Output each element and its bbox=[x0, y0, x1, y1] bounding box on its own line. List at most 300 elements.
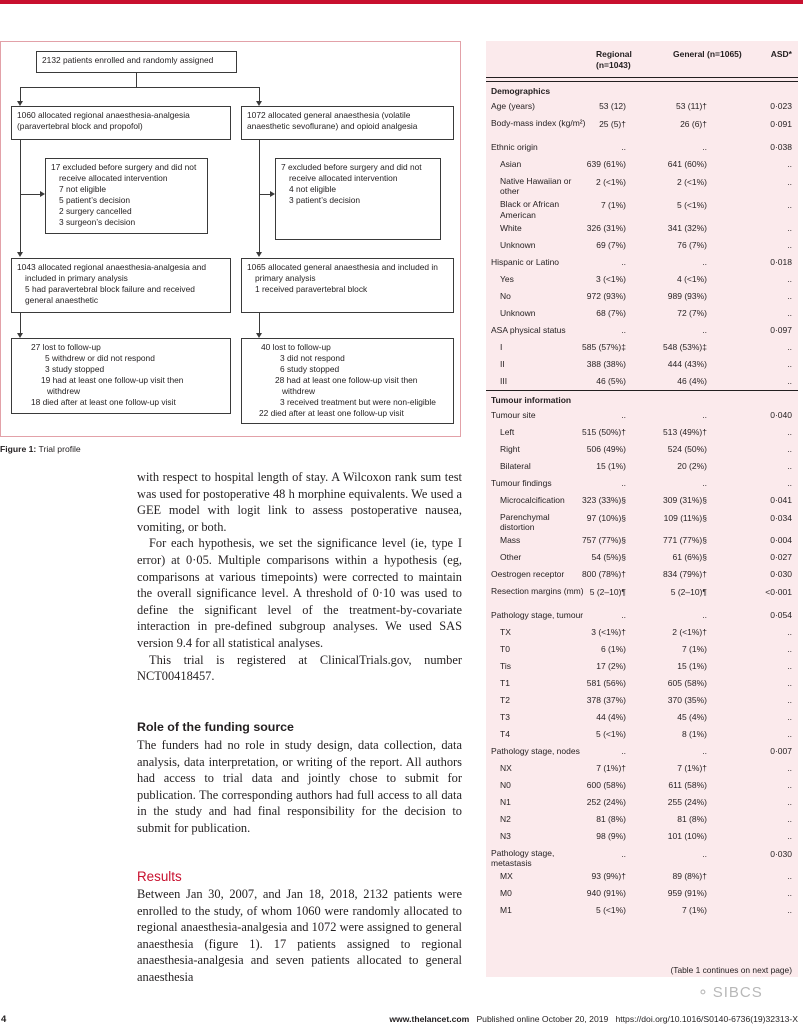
table-cell-regional: 98 (9%) bbox=[596, 830, 626, 841]
table-cell-regional: 972 (93%) bbox=[586, 290, 626, 301]
table-cell-regional: 2 (<1%) bbox=[596, 176, 626, 187]
table-cell-asd: .. bbox=[787, 762, 792, 773]
table-cell-label: N0 bbox=[500, 779, 511, 790]
table-cell-regional: 15 (1%) bbox=[596, 460, 626, 471]
table-cell-general: 15 (1%) bbox=[677, 660, 707, 671]
table-row bbox=[486, 777, 798, 794]
col-header-general: General (n=1065) bbox=[673, 49, 742, 59]
table-cell-regional: .. bbox=[621, 477, 626, 488]
table-cell-general: 7 (1%) bbox=[681, 643, 707, 654]
box-left-analysis bbox=[11, 258, 231, 313]
table-cell-asd: 0·040 bbox=[770, 409, 792, 420]
table-cell-regional: 46 (5%) bbox=[596, 375, 626, 386]
table-cell-regional: 757 (77%)§ bbox=[582, 535, 626, 545]
table-cell-regional: 3 (<1%) bbox=[596, 273, 626, 284]
table-cell-label: Mass bbox=[500, 535, 521, 545]
table-cell-general: 605 (58%) bbox=[667, 677, 707, 688]
table-cell-asd: 0·030 bbox=[770, 848, 792, 859]
connector bbox=[20, 313, 21, 333]
table-cell-label: No bbox=[500, 290, 511, 301]
col-header-regional: Regional (n=1043) bbox=[596, 49, 632, 70]
table-cell-regional: 639 (61%) bbox=[586, 158, 626, 169]
table-cell-label: T3 bbox=[500, 711, 510, 722]
funding-text bbox=[137, 737, 462, 837]
table-cell-label: Other bbox=[500, 552, 522, 562]
table-row bbox=[486, 156, 798, 173]
connector bbox=[20, 87, 259, 88]
table-cell-label: Yes bbox=[500, 273, 514, 284]
col-header-asd: ASD* bbox=[770, 49, 792, 59]
table-cell-regional: 506 (49%) bbox=[586, 443, 626, 454]
table-row bbox=[486, 492, 798, 509]
table-cell-general: .. bbox=[702, 256, 707, 267]
table-cell-regional: 93 (9%)† bbox=[591, 871, 626, 881]
table-cell-general: .. bbox=[702, 409, 707, 420]
table-cell-general: 2 (<1%)† bbox=[672, 626, 707, 637]
fig-line: 40 lost to follow-up bbox=[261, 342, 331, 352]
table-cell-label: T1 bbox=[500, 677, 510, 688]
table-row bbox=[486, 173, 798, 197]
table-row bbox=[486, 339, 798, 356]
table-row bbox=[486, 288, 798, 305]
table-cell-asd: .. bbox=[787, 176, 792, 187]
table-cell-label: Asian bbox=[500, 158, 522, 169]
table-cell-general: 989 (93%) bbox=[667, 290, 707, 301]
table-cell-label: Tumour findings bbox=[491, 477, 552, 488]
fig-line: 3 received treatment but were non-eligible bbox=[280, 397, 436, 407]
table-cell-general: .. bbox=[702, 609, 707, 620]
table-row bbox=[486, 675, 798, 692]
table-cell-general: 7 (1%)† bbox=[677, 762, 707, 773]
table-row bbox=[486, 356, 798, 373]
table-cell-general: 26 (6)† bbox=[680, 119, 707, 129]
table-row bbox=[486, 305, 798, 322]
table-cell-label: Age (years) bbox=[491, 101, 535, 111]
box-right-lost bbox=[241, 338, 454, 424]
fig-line: 1072 allocated general anaesthesia (volatile bbox=[247, 110, 411, 120]
table-row bbox=[486, 743, 798, 760]
table-row bbox=[486, 196, 798, 220]
table-row bbox=[486, 868, 798, 885]
box-right-allocated bbox=[241, 106, 454, 140]
table-cell-regional: 5 (2–10)¶ bbox=[589, 587, 626, 597]
box-right-excluded bbox=[275, 158, 441, 240]
table-cell-regional: 378 (37%) bbox=[586, 694, 626, 705]
top-rule bbox=[0, 0, 803, 4]
fig-line: withdrew bbox=[47, 386, 81, 396]
table-cell-asd: 0·027 bbox=[770, 552, 792, 562]
table-cell-label: N2 bbox=[500, 813, 511, 824]
table-row bbox=[486, 532, 798, 549]
table-cell-label: Native Hawaiian or other bbox=[500, 175, 572, 196]
table-cell-label: Microcalcification bbox=[500, 494, 565, 505]
paragraph: with respect to hospital length of stay. A Wilcoxon rank sum test was used for postoperative 48 h morphine equivalents. We used a GEE model with logit link to assess postoperative nausea, vomiting, or both. bbox=[137, 470, 462, 534]
table-row bbox=[486, 424, 798, 441]
table-cell-label: I bbox=[500, 341, 503, 352]
page-number: 4 bbox=[1, 1014, 7, 1025]
table-cell-regional: 68 (7%) bbox=[596, 307, 626, 318]
table-cell-asd: 0·030 bbox=[770, 569, 792, 579]
table-row bbox=[486, 549, 798, 566]
table-cell-label: Tumour site bbox=[491, 409, 536, 420]
table-cell-regional: 97 (10%)§ bbox=[586, 512, 626, 523]
table-cell-asd: .. bbox=[787, 200, 792, 210]
table-row bbox=[486, 458, 798, 475]
fig-line: 1060 allocated regional anaesthesia-analgesia bbox=[17, 110, 190, 120]
table-cell-label: Right bbox=[500, 443, 520, 454]
table-row bbox=[486, 794, 798, 811]
table-row bbox=[486, 811, 798, 828]
table-cell-label: Tis bbox=[500, 660, 512, 671]
fig-line: 2 surgery cancelled bbox=[59, 206, 132, 216]
table-cell-label: White bbox=[500, 222, 522, 233]
table-cell-label: M1 bbox=[500, 905, 512, 915]
table-cell-asd: 0·041 bbox=[770, 494, 792, 505]
table-row bbox=[486, 139, 798, 156]
table-cell-label: M0 bbox=[500, 888, 512, 898]
table-cell-regional: .. bbox=[621, 324, 626, 335]
fig-line: primary analysis bbox=[255, 273, 316, 283]
connector bbox=[20, 87, 21, 102]
box-enrolled bbox=[36, 51, 237, 73]
paragraph: The funders had no role in study design, data collection, data analysis, data interpretation, or writing of the report. All authors had access to trial data and jointly chose to submit for publication. The corresponding authors had full access to all data in the study and had final responsibility for the decision to submit for publication. bbox=[137, 738, 462, 835]
table-cell-regional: 53 (12) bbox=[599, 101, 626, 111]
table-cell-regional: 585 (57%)‡ bbox=[582, 341, 626, 352]
figure-caption-text: Trial profile bbox=[36, 444, 81, 454]
fig-line: 19 had at least one follow-up visit then bbox=[41, 375, 184, 385]
table-cell-regional: .. bbox=[621, 745, 626, 756]
table-cell-asd: .. bbox=[787, 871, 792, 881]
connector bbox=[259, 140, 260, 252]
table-cell-asd: 0·023 bbox=[770, 101, 792, 111]
table-cell-label: Unknown bbox=[500, 307, 536, 318]
fig-line: 4 not eligible bbox=[289, 184, 337, 194]
table-cell-asd: .. bbox=[787, 307, 792, 318]
table-cell-regional: 326 (31%) bbox=[586, 222, 626, 233]
table-cell-label: II bbox=[500, 358, 505, 369]
box-enrolled-text: 2132 patients enrolled and randomly assigned bbox=[42, 55, 214, 65]
fig-line: 3 study stopped bbox=[45, 364, 105, 374]
table-cell-regional: 600 (58%) bbox=[586, 779, 626, 790]
table-cell-general: 89 (8%)† bbox=[672, 871, 707, 881]
table-cell-label: NX bbox=[500, 762, 512, 773]
table-cell-label: Pathology stage, nodes bbox=[491, 745, 580, 756]
table-cell-general: 8 (1%) bbox=[681, 728, 707, 739]
connector bbox=[259, 313, 260, 333]
results-text bbox=[137, 886, 462, 986]
watermark-text: SIBCS bbox=[712, 984, 763, 1001]
table-cell-general: .. bbox=[702, 848, 707, 859]
table-cell-regional: 581 (56%) bbox=[586, 677, 626, 688]
table-cell-asd: 0·004 bbox=[770, 535, 792, 545]
table-cell-general: 524 (50%) bbox=[667, 443, 707, 454]
fig-line: anaesthetic sevoflurane) and opioid analgesia bbox=[247, 121, 418, 131]
table-cell-asd: .. bbox=[787, 728, 792, 739]
table-cell-asd: .. bbox=[787, 711, 792, 722]
fig-line: 17 excluded before surgery and did not bbox=[51, 162, 197, 172]
fig-line: 1065 allocated general anaesthesia and included in bbox=[247, 262, 438, 272]
table-cell-asd: .. bbox=[787, 643, 792, 654]
table-row bbox=[486, 509, 798, 533]
table-cell-label: Demographics bbox=[491, 86, 551, 96]
table-row bbox=[486, 902, 798, 919]
fig-line: 5 patient’s decision bbox=[59, 195, 131, 205]
fig-line: 27 lost to follow-up bbox=[31, 342, 101, 352]
table-cell-regional: .. bbox=[621, 409, 626, 420]
table-cell-asd: .. bbox=[787, 341, 792, 352]
table-cell-general: 7 (1%) bbox=[681, 905, 707, 915]
table-cell-asd: .. bbox=[787, 426, 792, 437]
table-cell-asd: .. bbox=[787, 694, 792, 705]
table-cell-label: ASA physical status bbox=[491, 324, 566, 335]
table-cell-asd: .. bbox=[787, 779, 792, 790]
connector bbox=[136, 73, 137, 87]
results-heading: Results bbox=[137, 869, 182, 884]
footer-doi[interactable]: https://doi.org/10.1016/S0140-6736(19)32313-X bbox=[615, 1014, 798, 1024]
table-cell-general: 548 (53%)‡ bbox=[663, 341, 707, 352]
fig-line: 5 had paravertebral block failure and received bbox=[25, 284, 195, 294]
table-row bbox=[486, 583, 798, 607]
table-row bbox=[486, 641, 798, 658]
table-cell-general: 20 (2%) bbox=[677, 460, 707, 471]
footer-site[interactable]: www.thelancet.com bbox=[389, 1014, 470, 1024]
figure-caption-label: Figure 1: bbox=[0, 444, 37, 454]
table-cell-asd: .. bbox=[787, 222, 792, 233]
table-cell-regional: .. bbox=[621, 141, 626, 152]
table-cell-asd: 0·034 bbox=[770, 512, 792, 523]
box-left-lost bbox=[11, 338, 231, 414]
table-continues-note: (Table 1 continues on next page) bbox=[670, 965, 792, 975]
fig-line: 18 died after at least one follow-up visit bbox=[31, 397, 176, 407]
table-cell-general: 255 (24%) bbox=[667, 796, 707, 807]
table-cell-asd: .. bbox=[787, 273, 792, 284]
table-cell-asd: .. bbox=[787, 239, 792, 250]
table-cell-label: T4 bbox=[500, 728, 510, 739]
table-row bbox=[486, 115, 798, 139]
fig-line: 28 had at least one follow-up visit then bbox=[275, 375, 418, 385]
table-cell-label: Tumour information bbox=[491, 394, 572, 405]
table-cell-regional: 3 (<1%)† bbox=[591, 626, 626, 637]
table-cell-asd: 0·054 bbox=[770, 609, 792, 620]
table-cell-asd: .. bbox=[787, 796, 792, 807]
table-cell-general: 611 (58%) bbox=[668, 779, 707, 790]
table-cell-regional: .. bbox=[621, 848, 626, 859]
table-cell-label: Black or African American bbox=[500, 199, 560, 220]
table-cell-asd: .. bbox=[787, 677, 792, 688]
fig-line: 3 did not respond bbox=[280, 353, 345, 363]
table-cell-general: 641 (60%) bbox=[667, 158, 707, 169]
table-cell-label: Oestrogen receptor bbox=[491, 569, 565, 579]
table-cell-regional: 323 (33%)§ bbox=[582, 494, 626, 505]
table-row bbox=[486, 254, 798, 271]
table-cell-general: 76 (7%) bbox=[677, 239, 707, 250]
table-cell-asd: .. bbox=[787, 358, 792, 369]
table-cell-label: N1 bbox=[500, 796, 511, 807]
table-row bbox=[486, 271, 798, 288]
table-row bbox=[486, 658, 798, 675]
fig-line: withdrew bbox=[282, 386, 316, 396]
table-cell-regional: 54 (5%)§ bbox=[591, 552, 626, 562]
fig-line: included in primary analysis bbox=[25, 273, 128, 283]
table-cell-regional: 7 (1%)† bbox=[596, 762, 626, 773]
table-row bbox=[486, 322, 798, 339]
table-cell-general: 5 (<1%) bbox=[677, 200, 707, 210]
table-cell-general: 109 (11%)§ bbox=[663, 512, 707, 523]
table-row bbox=[486, 760, 798, 777]
table-row bbox=[486, 607, 798, 624]
fig-line: 7 excluded before surgery and did not bbox=[281, 162, 422, 172]
table-cell-asd: .. bbox=[787, 477, 792, 488]
table-cell-regional: 5 (<1%) bbox=[596, 728, 626, 739]
table-row bbox=[486, 98, 798, 115]
table-cell-asd: .. bbox=[787, 888, 792, 898]
table-cell-asd: 0·018 bbox=[770, 256, 792, 267]
table-cell-general: 53 (11)† bbox=[675, 101, 707, 111]
connector bbox=[259, 87, 260, 102]
table-cell-asd: <0·001 bbox=[765, 587, 792, 597]
table-row bbox=[486, 407, 798, 424]
paragraph: This trial is registered at ClinicalTrials.gov, number NCT00418457. bbox=[137, 652, 462, 684]
table-cell-label: Body-mass index (kg/m²) bbox=[491, 118, 586, 128]
table-row bbox=[486, 624, 798, 641]
paragraph: For each hypothesis, we set the significance level (ie, type I error) at 0·05. Multiple comparisons within a hypothesis (eg, comparisons at various timepoints) were corrected to maintain the overall significance level. A threshold of 0·10 was used to define the significant level of the treatment-by-covariate interaction in pre-defined subgroup analyses. We used SAS version 9.4 for all statistical analyses. bbox=[137, 536, 462, 650]
fig-line: 5 withdrew or did not respond bbox=[45, 353, 155, 363]
table-cell-label: Unknown bbox=[500, 239, 536, 250]
table-cell-asd: .. bbox=[787, 158, 792, 169]
table-cell-label: Parenchymal distortion bbox=[500, 511, 550, 532]
table-cell-general: 341 (32%) bbox=[667, 222, 707, 233]
box-left-excluded bbox=[45, 158, 208, 234]
table-cell-asd: .. bbox=[787, 830, 792, 841]
table-cell-asd: .. bbox=[787, 375, 792, 386]
table-cell-asd: .. bbox=[787, 813, 792, 824]
table-cell-regional: 7 (1%) bbox=[600, 200, 626, 210]
fig-line: 1043 allocated regional anaesthesia-analgesia and bbox=[17, 262, 207, 272]
baseline-table bbox=[486, 41, 798, 977]
table-cell-general: .. bbox=[702, 745, 707, 756]
table-cell-general: .. bbox=[702, 141, 707, 152]
table-section-row bbox=[486, 390, 798, 407]
table-cell-general: 5 (2–10)¶ bbox=[670, 587, 707, 597]
table-cell-general: 46 (4%) bbox=[677, 375, 707, 386]
table-cell-general: 771 (77%)§ bbox=[663, 535, 707, 545]
table-cell-regional: 940 (91%) bbox=[586, 888, 626, 898]
table-row bbox=[486, 373, 798, 390]
table-cell-general: 45 (4%) bbox=[677, 711, 707, 722]
table-row bbox=[486, 692, 798, 709]
fig-line: 6 study stopped bbox=[280, 364, 340, 374]
table-cell-label: T2 bbox=[500, 694, 510, 705]
figure-caption bbox=[0, 444, 81, 454]
table-row bbox=[486, 885, 798, 902]
table-cell-general: 2 (<1%) bbox=[677, 176, 707, 187]
box-right-analysis bbox=[241, 258, 454, 313]
table-cell-regional: 44 (4%) bbox=[596, 711, 626, 722]
table-row bbox=[486, 237, 798, 254]
table-cell-asd: 0·007 bbox=[770, 745, 792, 756]
table-cell-label: MX bbox=[500, 871, 513, 881]
watermark bbox=[697, 984, 763, 1001]
table-cell-regional: 252 (24%) bbox=[586, 796, 626, 807]
table-cell-general: 72 (7%) bbox=[677, 307, 707, 318]
table-cell-general: 444 (43%) bbox=[667, 358, 707, 369]
table-cell-label: III bbox=[500, 375, 508, 386]
footer-published: Published online October 20, 2019 bbox=[476, 1014, 609, 1024]
table-cell-label: Hispanic or Latino bbox=[491, 256, 560, 267]
fig-line: receive allocated intervention bbox=[289, 173, 398, 183]
wechat-icon: ⚬ bbox=[697, 984, 710, 1000]
table-cell-asd: .. bbox=[787, 290, 792, 301]
methods-text bbox=[137, 469, 462, 685]
table-cell-general: 370 (35%) bbox=[667, 694, 707, 705]
table-cell-general: .. bbox=[702, 477, 707, 488]
table-row bbox=[486, 709, 798, 726]
table-cell-label: TX bbox=[500, 626, 511, 637]
table-cell-label: Pathology stage, tumour bbox=[491, 609, 584, 620]
paragraph: Between Jan 30, 2007, and Jan 18, 2018, 2132 patients were enrolled to the study, of whom 1060 were randomly allocated to regional anaesthesia-analgesia and 1072 were assigned to general anaesthesia (figure 1). 17 patients assigned to regional anaesthesia-analgesia and seven patients allocated to general anaesthesia bbox=[137, 887, 462, 984]
connector bbox=[20, 140, 21, 252]
table-cell-asd: .. bbox=[787, 626, 792, 637]
table-cell-general: 81 (8%) bbox=[677, 813, 707, 824]
table-cell-regional: .. bbox=[621, 609, 626, 620]
footer bbox=[389, 1014, 798, 1024]
table-cell-asd: .. bbox=[787, 460, 792, 471]
table-cell-general: 101 (10%) bbox=[667, 830, 707, 841]
fig-line: 1 received paravertebral block bbox=[255, 284, 368, 294]
fig-line: (paravertebral block and propofol) bbox=[17, 121, 143, 131]
table-cell-asd: .. bbox=[787, 905, 792, 915]
table-cell-label: N3 bbox=[500, 830, 511, 841]
trial-profile-figure bbox=[0, 41, 461, 437]
table-cell-asd: 0·091 bbox=[770, 119, 792, 129]
table-cell-regional: 69 (7%) bbox=[596, 239, 626, 250]
table-cell-regional: 5 (<1%) bbox=[596, 905, 626, 915]
table-cell-regional: 6 (1%) bbox=[600, 643, 626, 654]
funding-heading: Role of the funding source bbox=[137, 720, 294, 734]
table-cell-general: 61 (6%)§ bbox=[672, 552, 707, 562]
table-cell-label: T0 bbox=[500, 643, 510, 654]
table-cell-regional: 81 (8%) bbox=[596, 813, 626, 824]
table-cell-general: .. bbox=[702, 324, 707, 335]
table-row bbox=[486, 475, 798, 492]
table-row bbox=[486, 220, 798, 237]
table-cell-label: Resection margins (mm) bbox=[491, 586, 584, 596]
table-cell-general: 513 (49%)† bbox=[663, 426, 707, 437]
table-cell-asd: 0·097 bbox=[770, 324, 792, 335]
arrow-icon bbox=[256, 252, 262, 257]
table-row bbox=[486, 828, 798, 845]
fig-line: 7 not eligible bbox=[59, 184, 107, 194]
table-cell-asd: .. bbox=[787, 443, 792, 454]
box-left-allocated bbox=[11, 106, 231, 140]
table-header bbox=[486, 41, 798, 78]
table-cell-regional: 25 (5)† bbox=[599, 119, 626, 129]
table-row bbox=[486, 845, 798, 869]
table-cell-general: 834 (79%)† bbox=[663, 569, 707, 579]
table-cell-general: 4 (<1%) bbox=[677, 273, 707, 284]
table-cell-label: Pathology stage, metastasis bbox=[491, 847, 555, 868]
table-row bbox=[486, 726, 798, 743]
fig-line: receive allocated intervention bbox=[59, 173, 168, 183]
table-row bbox=[486, 441, 798, 458]
table-cell-label: Bilateral bbox=[500, 460, 531, 471]
table-section-row bbox=[486, 81, 798, 98]
fig-line: general anaesthetic bbox=[25, 295, 99, 305]
fig-line: 22 died after at least one follow-up visit bbox=[259, 408, 404, 418]
table-cell-asd: .. bbox=[787, 660, 792, 671]
table-cell-regional: 800 (78%)† bbox=[582, 569, 626, 579]
table-cell-regional: 388 (38%) bbox=[586, 358, 626, 369]
